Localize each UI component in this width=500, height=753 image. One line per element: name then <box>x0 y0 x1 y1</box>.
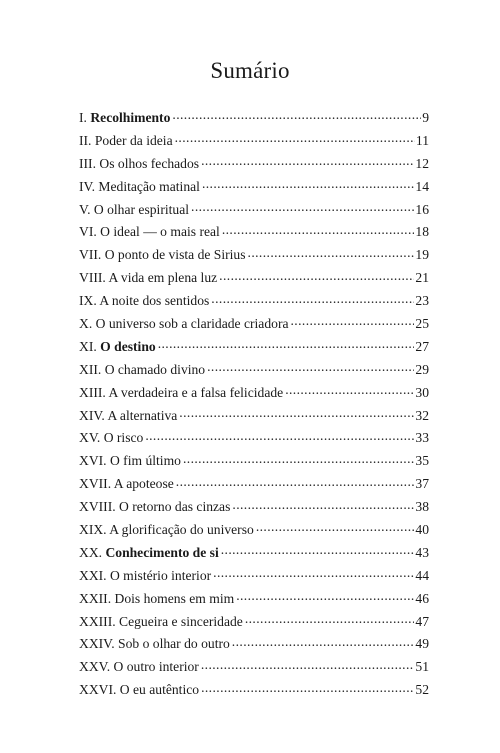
toc-entry-page-number: 35 <box>415 453 429 469</box>
toc-entry-number: XIV. <box>79 407 105 423</box>
toc-entry-number: XXII. <box>79 590 112 606</box>
toc-entry <box>79 382 429 405</box>
dot-leader <box>232 635 415 649</box>
dot-leader <box>201 154 414 168</box>
toc-entry-number: III. <box>79 155 96 171</box>
toc-entry <box>79 565 429 588</box>
toc-entry-title <box>79 359 205 382</box>
toc-entry-page-number: 52 <box>415 682 429 698</box>
toc-entry-page-number: 25 <box>415 316 429 332</box>
dot-leader <box>201 681 414 695</box>
toc-entry-page-number: 46 <box>415 590 429 606</box>
dot-leader <box>145 429 414 443</box>
toc-entry-label: Cegueira e sinceridade <box>119 613 243 629</box>
toc-entry-page-number: 11 <box>415 132 429 148</box>
toc-entry <box>79 336 429 359</box>
toc-entry <box>79 633 429 656</box>
toc-entry-label: O olhar espiritual <box>93 201 190 217</box>
toc-entry-label: O ideal — o mais real <box>100 224 220 240</box>
toc-entry-page-number: 47 <box>415 613 429 629</box>
dot-leader <box>191 200 414 214</box>
toc-entry-number: XX. <box>79 544 103 560</box>
toc-entry-label: Conhecimento de si <box>105 544 219 560</box>
toc-entry-number: IX. <box>79 293 97 309</box>
toc-entry <box>79 130 429 153</box>
toc-entry <box>79 359 429 382</box>
toc-entry-label: Recolhimento <box>90 110 171 125</box>
toc-entry-title <box>79 130 173 153</box>
toc-entry-label: O mistério interior <box>109 567 212 583</box>
dot-leader <box>236 589 414 603</box>
toc-entry-label: O retorno das cinzas <box>119 499 231 515</box>
toc-entry-number: XXI. <box>79 567 107 583</box>
dot-leader <box>222 223 415 237</box>
toc-entry-label: O chamado divino <box>104 361 206 377</box>
toc-entry-number: XVII. <box>79 476 112 492</box>
dot-leader <box>248 246 415 260</box>
toc-entry-page-number: 37 <box>415 476 429 492</box>
toc-entry <box>79 405 429 428</box>
toc-entry-title <box>79 588 234 611</box>
toc-entry-page-number: 51 <box>415 659 429 675</box>
toc-entry-label: O fim último <box>109 453 181 469</box>
dot-leader <box>176 475 415 489</box>
toc-entry-label: A vida em plena luz <box>108 270 218 286</box>
toc-entry-page-number: 16 <box>415 201 429 217</box>
dot-leader <box>245 612 415 626</box>
toc-entry-title <box>79 611 243 634</box>
toc-entry-page-number: 44 <box>415 567 429 583</box>
table-of-contents <box>79 107 429 702</box>
toc-entry-title <box>79 427 143 450</box>
dot-leader <box>211 292 414 306</box>
dot-leader <box>213 566 414 580</box>
dot-leader <box>219 269 414 283</box>
toc-entry <box>79 542 429 565</box>
toc-entry-number: XXV. <box>79 659 111 675</box>
toc-entry-page-number: 18 <box>415 224 429 240</box>
toc-entry-title <box>79 519 254 542</box>
toc-entry-title <box>79 450 181 473</box>
toc-entry-title <box>79 336 156 359</box>
dot-leader <box>179 406 414 420</box>
toc-entry-title <box>79 221 220 244</box>
toc-entry-label: Os olhos fechados <box>99 155 200 171</box>
toc-entry-number: XXVI. <box>79 682 117 698</box>
toc-entry-page-number: 38 <box>415 499 429 515</box>
dot-leader <box>232 498 414 512</box>
toc-entry-label: Sob o olhar do outro <box>118 636 230 652</box>
toc-entry <box>79 176 429 199</box>
toc-entry-page-number: 19 <box>415 247 429 263</box>
toc-entry <box>79 588 429 611</box>
toc-entry-title <box>79 633 230 656</box>
dot-leader <box>172 108 421 122</box>
toc-entry-page-number: 12 <box>415 155 429 171</box>
toc-entry-number: IV. <box>79 178 95 194</box>
toc-entry-number: XXIV. <box>79 636 115 652</box>
toc-entry-page-number: 21 <box>415 270 429 286</box>
toc-entry-title <box>79 313 289 336</box>
toc-entry-number: XV. <box>79 430 101 446</box>
toc-entry <box>79 611 429 634</box>
toc-entry-label: O destino <box>100 338 156 354</box>
toc-entry-page-number: 14 <box>415 178 429 194</box>
toc-entry <box>79 244 429 267</box>
toc-entry-number: XXIII. <box>79 613 116 629</box>
toc-entry-title <box>79 244 246 267</box>
toc-entry-number: VII. <box>79 247 102 263</box>
toc-entry <box>79 496 429 519</box>
dot-leader <box>221 543 415 557</box>
toc-entry-title <box>79 542 219 565</box>
dot-leader <box>158 337 415 351</box>
toc-entry <box>79 427 429 450</box>
toc-entry-label: A alternativa <box>107 407 178 423</box>
toc-entry-title <box>79 290 209 313</box>
toc-entry <box>79 450 429 473</box>
toc-entry-number: XVI. <box>79 453 107 469</box>
toc-entry-label: A apoteose <box>113 476 174 492</box>
dot-leader <box>175 131 415 145</box>
toc-entry-label: Poder da ideia <box>94 132 173 148</box>
toc-entry <box>79 679 429 702</box>
toc-entry-title <box>79 496 230 519</box>
toc-entry-label: Dois homens em mim <box>114 590 235 606</box>
toc-entry-number: XIII. <box>79 384 106 400</box>
toc-entry-page-number: 49 <box>415 636 429 652</box>
dot-leader <box>202 177 414 191</box>
toc-entry <box>79 199 429 222</box>
toc-entry-label: O risco <box>103 430 144 446</box>
toc-entry-number: XII. <box>79 361 102 377</box>
toc-entry-number: V. <box>79 201 91 217</box>
toc-entry <box>79 290 429 313</box>
toc-entry-title <box>79 382 283 405</box>
toc-entry-title <box>79 656 199 679</box>
toc-entry-label: O eu autêntico <box>119 682 200 698</box>
toc-entry-number: I. <box>79 110 87 125</box>
toc-entry-label: O ponto de vista de Sirius <box>104 247 246 263</box>
dot-leader <box>285 383 414 397</box>
dot-leader <box>256 520 415 534</box>
toc-entry-number: XVIII. <box>79 499 116 515</box>
toc-entry-number: X. <box>79 316 93 332</box>
toc-entry <box>79 221 429 244</box>
toc-entry-label: A verdadeira e a falsa felicidade <box>108 384 284 400</box>
toc-entry-page-number: 30 <box>415 384 429 400</box>
dot-leader <box>183 452 414 466</box>
toc-entry-number: II. <box>79 132 92 148</box>
toc-entry-page-number: 27 <box>415 338 429 354</box>
toc-entry-page-number: 32 <box>415 407 429 423</box>
toc-entry-label: O outro interior <box>113 659 199 675</box>
toc-entry-number: XIX. <box>79 522 107 538</box>
toc-entry <box>79 153 429 176</box>
toc-entry-number: XI. <box>79 338 97 354</box>
toc-entry <box>79 473 429 496</box>
dot-leader <box>207 360 414 374</box>
toc-entry <box>79 656 429 679</box>
toc-entry-title <box>79 267 217 290</box>
toc-entry-title <box>79 153 199 176</box>
page-title: Sumário <box>210 58 290 83</box>
toc-entry-number: VI. <box>79 224 97 240</box>
toc-entry-label: A glorificação do universo <box>109 522 254 538</box>
toc-entry <box>79 267 429 290</box>
dot-leader <box>201 658 415 672</box>
toc-entry-page-number: 43 <box>415 544 429 560</box>
toc-entry-title <box>79 565 211 588</box>
toc-entry-title <box>79 405 177 428</box>
toc-entry-page-number: 29 <box>415 361 429 377</box>
toc-entry-title <box>79 679 199 702</box>
toc-entry-title <box>79 176 200 199</box>
toc-entry-page-number: 23 <box>415 293 429 309</box>
dot-leader <box>291 314 415 328</box>
toc-entry-page-number: 40 <box>415 522 429 538</box>
toc-entry-title <box>79 107 170 130</box>
toc-entry-title <box>79 473 174 496</box>
toc-entry-page-number: 33 <box>415 430 429 446</box>
toc-entry <box>79 519 429 542</box>
toc-entry <box>79 107 429 130</box>
toc-entry-page-number: 9 <box>422 110 429 125</box>
toc-entry-label: A noite dos sentidos <box>99 293 210 309</box>
toc-entry-label: O universo sob a claridade criadora <box>95 316 289 332</box>
toc-entry <box>79 313 429 336</box>
toc-entry-title <box>79 199 189 222</box>
toc-entry-number: VIII. <box>79 270 106 286</box>
toc-entry-label: Meditação matinal <box>98 178 200 194</box>
